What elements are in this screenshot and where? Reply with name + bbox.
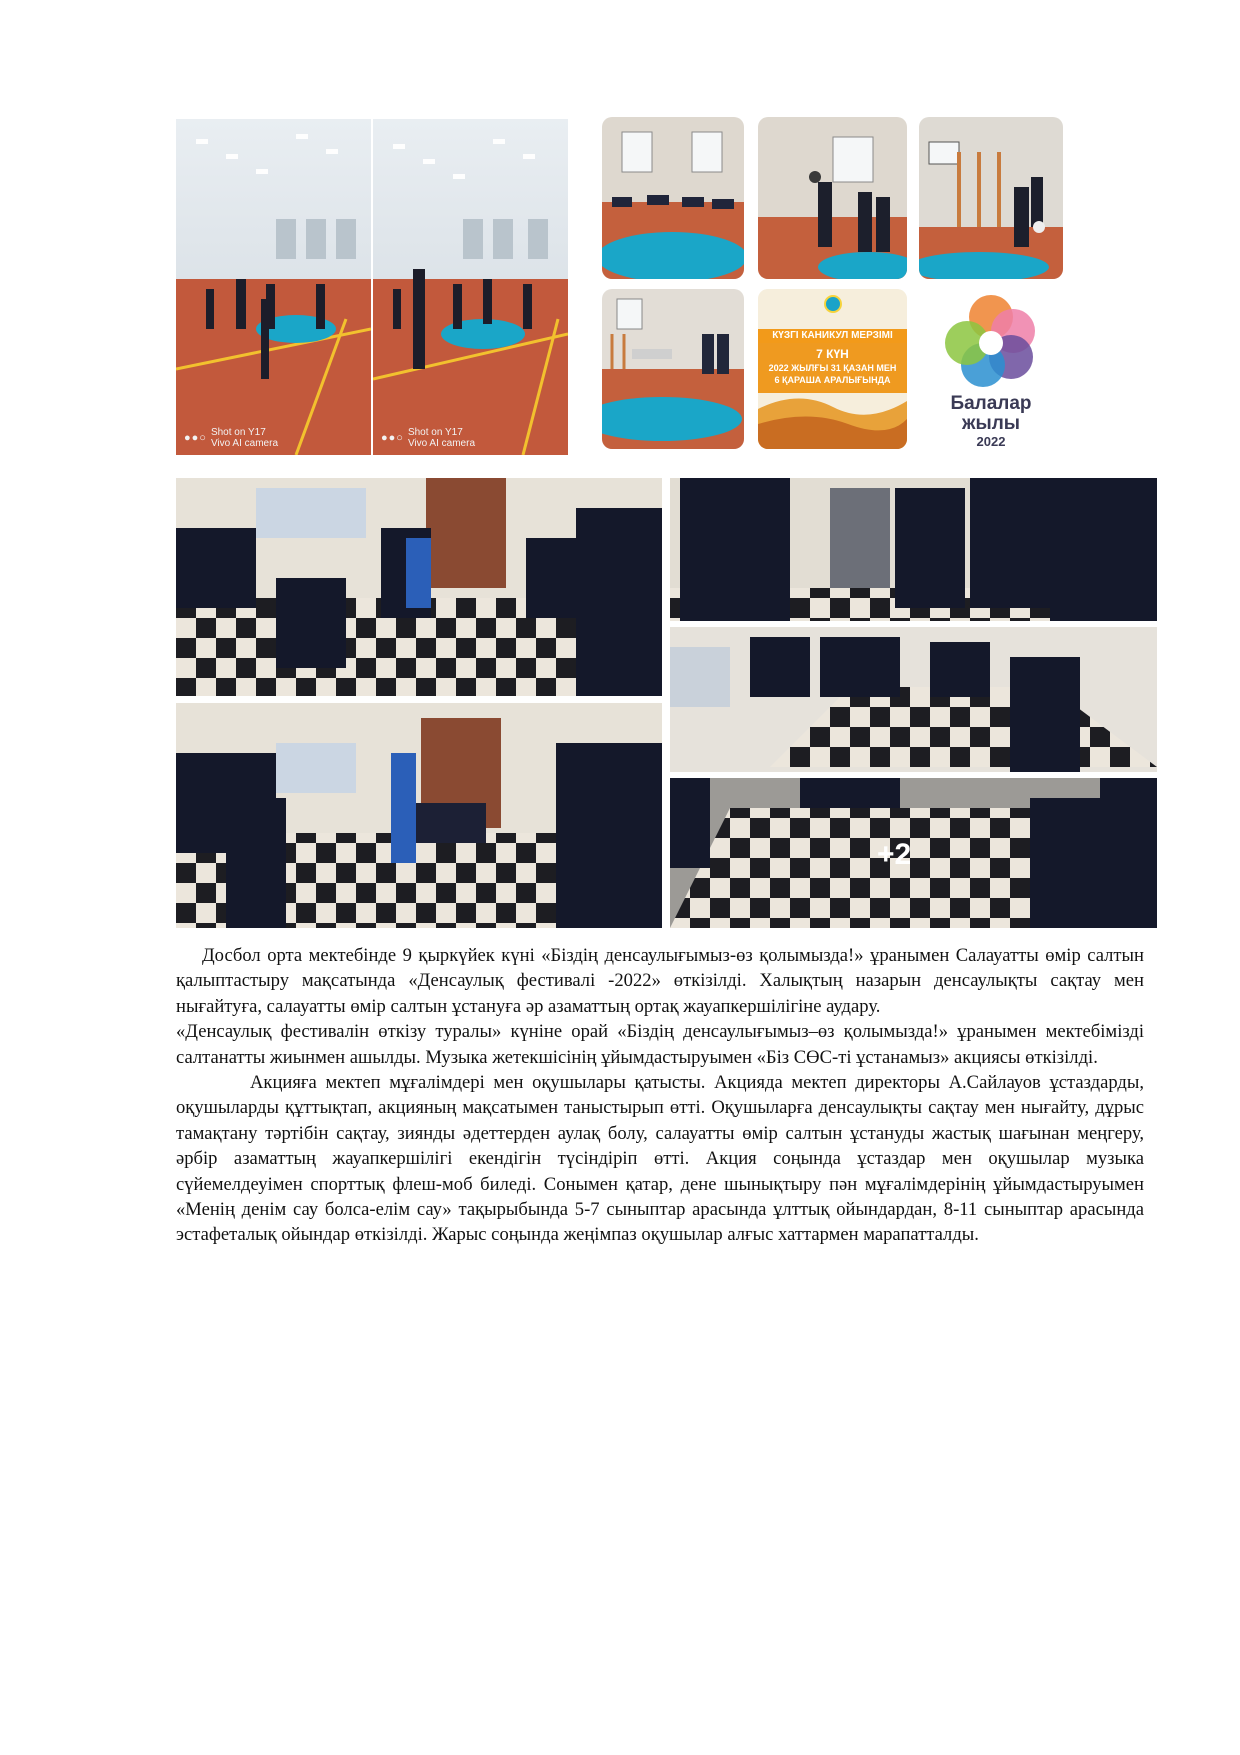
checker-game-photo-2: [176, 703, 662, 928]
logo-line-1: Балалар: [950, 393, 1032, 414]
poster-line-2: 6 ҚАРАША АРАЛЫҒЫНДА: [774, 375, 891, 385]
watermark-1: ●●○ Shot on Y17 Vivo AI camera: [184, 427, 279, 449]
gym-basketball-photo: [919, 117, 1063, 279]
checker-game-photo-5: [670, 778, 1157, 928]
poster-days: 7 КҮН: [816, 347, 849, 361]
gym-photo-1: [176, 119, 371, 455]
watermark-2: ●●○ Shot on Y17 Vivo AI camera: [381, 427, 476, 449]
gym-ball-game-photo: [602, 289, 744, 449]
logo-line-2: жылы: [962, 413, 1020, 434]
checker-game-photo-3: [670, 478, 1157, 621]
gym-stretch-photo: [602, 117, 744, 279]
children-year-logo: [919, 289, 1063, 449]
paragraph-3: Акцияға мектеп мұғалімдері мен оқушылары қатысты. Акцияда мектеп директоры А.Сайлауов ұстаздарды, оқушыларды құттықтап, акцияның мақсатымен таныстырып өтті. Оқушыларға денсаулықты сақтау мен нығайту, дұрыс тамақтану тәртібін сақтау, зиянды әдеттерден аулақ болу, салауатты өмір салтын ұстануды жастық шағынан меңгеру, әрбір азаматтың жауапкершілігі екендігін түсіндіріп өтті. Акция соңында ұстаздар мен оқушылар музыка сүйемелдеуімен спорттық флеш-моб биледі. Сонымен қатар, дене шынықтыру пән мұғалімдерінің ұйымдастыруымен «Менің денім сау болса-елім сау» тақырыбында 5-7 сыныптар арасында ұлттық ойындардан, 8-11 сыныптар арасында эстафеталық ойындар өткізілді. Жарыс соңында жеңімпаз оқушылар алғыс хаттармен марапатталды.: [176, 1072, 1144, 1246]
checker-game-photo-1: [176, 478, 662, 696]
logo-line-3: 2022: [976, 434, 1006, 449]
paragraph-2: «Денсаулық фестивалін өткізу туралы» күніне орай «Біздің денсаулығымыз–өз қолымызда!» ұранымен мектебімізді салтанатты жиынмен ашылды. Музыка жетекшісінің ұйымдастыруымен «Біз СӨС-ті ұстанамыз» акциясы өткізілді.: [176, 1021, 1144, 1068]
holiday-poster: [758, 289, 907, 449]
paragraph-1: Досбол орта мектебінде 9 қыркүйек күні «Біздің денсаулығымыз-өз қолымызда!» ұранымен Салауатты өмір салтын қалыптастыру мақсатында «Денсаулық фестивалі -2022» өткізілді. Халықтың назарын денсаулықты сақтау мен нығайтуға, салауатты өмір салтын ұстануға әр азаматтың ортақ жауапкершілігіне аудару.: [176, 945, 1144, 1017]
emblem-icon: [824, 295, 842, 313]
score-overlay: +2: [877, 838, 912, 871]
poster-line-1: 2022 ЖЫЛҒЫ 31 ҚАЗАН МЕН: [768, 363, 897, 373]
article-body: [176, 943, 1144, 1248]
checker-game-photo-4: [670, 627, 1157, 772]
poster-band: КҮЗГІ КАНИКУЛ МЕРЗІМІ: [758, 329, 907, 343]
gym-volleyball-photo: [758, 117, 907, 279]
gym-photo-2: [373, 119, 568, 455]
